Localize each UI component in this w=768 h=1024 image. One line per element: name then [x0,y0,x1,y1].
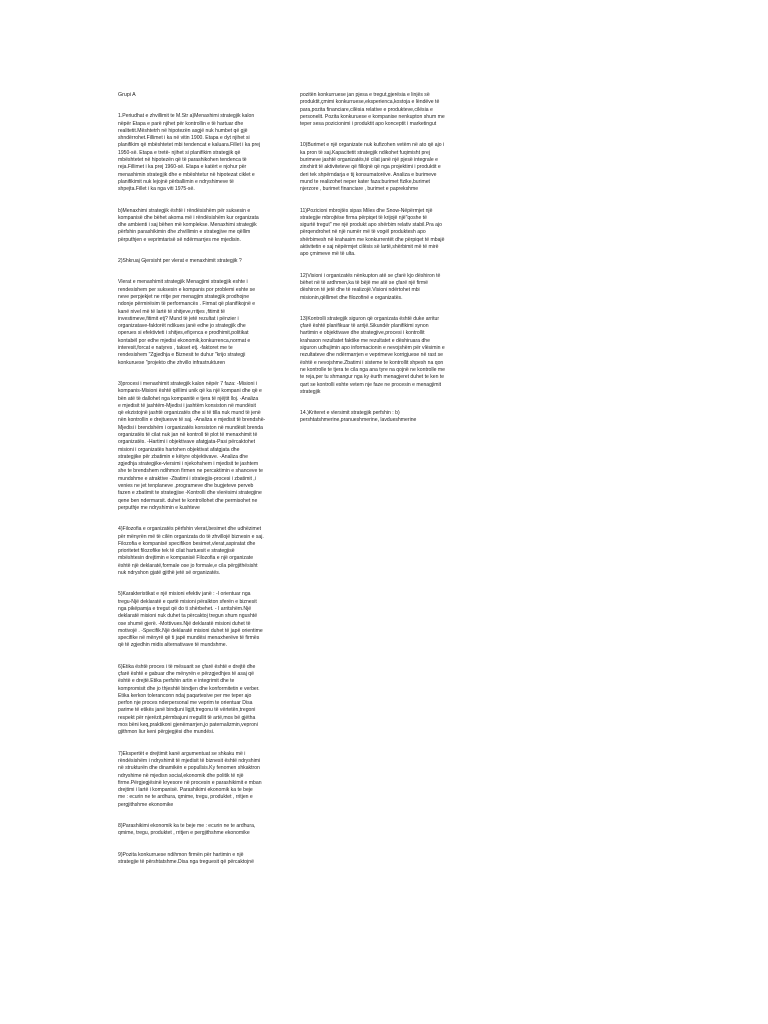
text-line: rezultateve dhe ndërmarrjen e veprimeve korrigjuese në rast se [300,352,443,359]
text-line: që ekzistojnë jashtë organizatës dhe si të tilla nuk mund të jenë [118,410,261,417]
text-line: kontabël por edhe mjedisi ekonomik,konkurrenca,normat e [118,337,251,344]
text-line: aktivitetin e saj nëpërmjet cilësis së lartë,shërbimit më të mirë [300,244,439,251]
text-line: b)Menaxhimi strategjik është i rëndësishëm për suksesin e [118,207,251,214]
text-line: prioritetet filozofike tek të cilat hartuesit e strategjisë [118,548,235,555]
text-line: nga pikëpamja e tregut që do ti shërbehet. - I arritshëm.Një [118,605,252,612]
text-line: ka pron të saj.Kapacitetit strategjik ndikohet fuqimisht prej [300,149,430,156]
paragraph [118,591,283,649]
text-line: fazen e zbatimit te strategjise -Kontrolli dhe vlerësimi strategjine [118,490,262,497]
paragraph [118,258,283,265]
text-line: mbështetet në hipotezën që të parashikohen tendenca të [118,157,247,164]
text-line: kompanisë dhe bëhet akoma më i rëndësishëm kur organizata [118,214,259,221]
left-paragraphs [118,113,283,866]
text-line: deklaratë misioni nuk duhet ta përcaktoj tregun shum ngushtë [118,613,258,620]
text-line: zinxhirit të aktiviteteve që fillojnë që nga projektimi i produktit e [300,164,441,171]
text-line: drejtimi i lartë i kompanisë. Parashikimi ekonomik ka te beje [118,787,253,794]
text-line: produktit,çmimi konkurruese,eksperienca,kostoja e lëndëve të [300,99,440,106]
text-line: çfarë është e gabuar dhe mënyrën e përzgjedhjes të asaj që [118,671,254,677]
text-line: krahason rezultatet faktike me rezultatet e dëshiruara dhe [300,337,430,344]
text-line: 1950-së. Etapa e tretë- njihet si planifikim strategjik që [118,149,241,156]
text-line: reja.Fillimet i ka prej 1960-së. Etapa e katërt e njohur për [118,164,247,171]
text-line: venies ne jet tenplaneve ,programeve dhe bugjeteve perveb [118,483,254,490]
text-line: motivojë . -Specifik.Një deklaratë misioni duhet të japë orientime [118,627,263,634]
text-line: strategjie mbrojtëse firma përpiqet të krijojë një"qoshe të [300,214,427,221]
text-line: strategjike për zbatimin e këtyre objektivave. -Analiza dhe [118,453,248,460]
text-line: qene ben ndermarsit. duhet te kontrollohet dhe permisohet ne [118,497,258,504]
paragraph [300,410,470,425]
text-line: që të zgjedhin midis alternativave të mundshme. [118,642,228,649]
text-line: gjithmon liur keni përgjegjësi dhe mundësi. [118,729,215,736]
text-line: ndonje përmirësim të performancës . Firmat që planifikojnë e [118,301,256,308]
text-line: strategjik [300,388,321,395]
text-line: përputhjen e veprimtarisë së ndërmarrjes me mjedisin. [118,236,241,243]
text-line: shpejta.Fillet i ka nga viti 1975-së. [118,186,195,193]
text-line: realitetit.Mështetrh në hipotezën asgjë nuk humbet që gjë [118,127,248,134]
text-line: është e drejtë.Etika perfshin artin e integrimit dhe te [118,678,235,685]
paragraph [300,208,470,259]
text-line: bën atë të dallohet nga kompanitë e tjera të njëjtit lloj. -Analiza [118,395,259,402]
text-line: deri tek shpërndarja e tij konsumatorëve. Analiza e burimeve [300,171,437,178]
text-line: në strukturën dhe dinamikën e popullsis.Ky fenomen shkaktron [118,765,260,772]
text-line: zgjedhja strategjike-vlersimi i njekohshem i mjedisit te jashtem [118,461,259,468]
text-line: përfshin parashikimin dhe zhvillimin e strategjive me qëllim [118,229,251,236]
text-line: Vlerat e menaxhimit strategjik Menagjimi strategjik eshte i [118,279,248,286]
text-line: Mjedisi i brendshëm i organizatës konsiston në mundësit brenda [118,424,263,431]
text-line: bëhet në të ardhmen,ka të bëjë me atë se çfarë një firmë [300,279,428,286]
text-line: 6)Etika është proces i të mësuarit se çfarë është e drejtë dhe [118,663,256,670]
text-line: përqendrohet në një numër më të vogël produktesh apo [300,229,426,236]
text-line: organizatës. -Hartimi i objektivave afatgjata-Pasi përcaktohet [118,439,256,446]
text-line: mos bëni keq,praktikoni gjenëmarrjen,jo paternalizmin,veproni [118,722,258,729]
text-line: me : ecurin ne te ardhura, qmime, tregu, produktet , rritjen e [118,794,253,801]
text-line: ne kontrolle te tjera te cila nga ana tyre na qojnë ne kontrolle me [300,366,445,373]
paragraph [118,279,283,367]
paragraph [118,526,283,577]
text-line: tregu-Një deklaratë e qartë misioni përalkton sferën e biznesit [118,598,257,605]
text-line: 3)procesi i menaxhimit strategjik kalon nëpër 7 faza: -Misioni i [118,380,258,387]
text-line: organizatave-faktorët ndikues janë edhe jo strategjik dhe [118,323,246,330]
text-line: 11)Pozicioni mbrojtës sipas Miles dhe Snow-Nëpërmjet një [300,207,433,214]
text-line: perputhje me ndryshimin e kushteve [118,504,200,511]
text-line: pozitën konkurruese jan pjesa e tregut,gjerësia e linjës së [300,92,430,98]
text-line: dhe ambienti i saj bëhen më komplekse. Menaxhimi strategjik [118,222,257,229]
left-text-column [118,92,283,880]
text-line: siguron udhujimin apo informacionin e nevojshëm për vlësimin e [300,345,445,352]
right-paragraphs [300,92,470,425]
text-line: mbështesin drejtimin e kompanisë Filozofia e një organizate [118,555,254,562]
text-line: për mënyrën më të cilën organizata do të zhvillojë biznesin e saj. [118,533,264,540]
text-line: pershtatshmerine,pranueshmerine, lavdueshmerine [300,417,417,424]
text-line: nuk ndryshon gjatë gjithë jetë së organizatës. [118,570,221,577]
text-line: rendesishem per suksesin e kompanis por problemi eshte se [118,286,256,293]
text-line: 8)Parashikimi ekonomik ka te beje me : ecurin ne te ardhura, [118,823,256,830]
text-line: nëpër Etapa e parë njihet për kontrollin e të hartuar dhe [118,120,244,127]
text-line: 14.)Kriteret e vlersimit strategjik perfshin : b) [300,410,400,417]
text-line: specifike në mënyrë që ti japë mundësi menaxherëve të firmës [118,635,260,642]
text-line: qmime, tregu, produktet , rritjen e pergjithshme ekonomike [118,830,250,837]
text-line: mund te realizohet neper kater faza:burimet fizike,burimet [300,178,430,185]
text-line: rendesishem "Zgjedhja e Biznesit te duhur "krijo strategji [118,352,246,359]
text-line: neve perpjekjet ne rritje per menagjim strategjik prodhojne [118,293,250,300]
text-line: mundshme e atraktive -Zbatimi i strategjis-procesi i zbatimit ,i [118,475,256,482]
text-line: e mjedisit të jashtëm-Mjedisi i jashtëm konsiston në mundësit [118,402,256,409]
text-line: investimeve,fitimit etj? Mund të jetë rezultat i pënzier i [118,315,239,322]
text-line: çfarë është planifikuar të arrijë.Sikundër planifikimi synon [300,323,429,330]
text-line: 10)Burimet e një organizate nuk kufizohen vetëm në ato që ajo i [300,142,445,149]
text-line: nën kontrollin e drejtuesve të saj. -Analiza e mjedisit të brendshë- [118,417,266,424]
text-line: shërbimesh në krahasim me konkurrentët dhe përpiqet të mbajë [300,236,445,243]
text-line: burimeve jashtë organizatës,të cilat janë një pjesë integrale e [300,157,438,164]
text-line: ose shumë gjerë. -Mottivues.Një deklaratë misioni duhet të [118,620,251,627]
text-line: strategjie të përshtatshme.Disa nga treguesit që përcaktojnë [118,858,254,865]
text-line: apo çmimeve më të ulta. [300,251,356,258]
text-line: planifikimit nuk lejojnë përballimin e ndryshimeve të [118,178,234,185]
text-line: personelit. Pozita konkuruese e kompanise nenkupton shum me [300,113,445,120]
text-line: firme.Përgjegjësinë kryesore në procesin e parashikimit e mban [118,779,262,786]
document-title: Grupi A [118,92,136,98]
text-line: teper sesa pozicionimi i produktit apo konceptit i marketingut [300,121,437,128]
paragraph [118,664,283,737]
text-line: planifikim që mbështetet mbi tendencat e kaluara.Fillet i ka prej [118,142,261,149]
text-line: hartimin e objektivave dhe strategjive,procesi i kontrollit [300,330,425,337]
text-line: 2)Shkruaj Gjersisht per vlerat e menaxhimit strategjik ? [118,258,242,265]
paragraph [118,823,283,838]
text-line: konkuruese "projekto dhe zhvillo infrastrukturen [118,359,226,366]
paragraph [300,142,470,193]
right-text-column [300,92,470,439]
text-line: është një deklaratë,formale ose jo formale,e cila përgjithësisht [118,562,258,569]
text-line: misioni i organizatës hartohen objektivat afatgjata dhe [118,446,240,453]
paragraph [118,113,283,193]
text-line: Filozofia e kompanisë specifikon besimet,vlerat,aspiratat dhe [118,540,256,547]
text-line: perfon nje proces nderpersonal me veprim te orientuar Disa [118,700,253,707]
paragraph [300,273,470,302]
text-line: respekt për njerëzit,përmbajuni rregullit të artë,mos bë gjëtha [118,714,256,721]
text-line: operues si efektivteti i shitjes,efiçenca e prodhimit,politikat [118,330,249,337]
text-line: she te brendshem ndihmon firmen ne percaktimin e shanceve te [118,468,263,475]
text-line: pergjithshme ekonomike [118,801,174,808]
paragraph [118,751,283,809]
text-line: kompromisit dhe jo thjeshtë bindjen dhe konformitetin e verber. [118,685,260,692]
text-line: 7)Ekspertët e drejtimit kanë argumentuat se shkaku më i [118,750,246,757]
text-line: shndërrohet.Fillimet i ka në vitin 1900. Etapa e dyt njihet si [118,135,250,142]
paragraph [118,852,283,867]
text-line: 4)Filozofia e organizatës përfshin vlerat,besimet dhe udhëzimet [118,526,261,533]
text-line: Etika kerkon toleranconn ndaj paqartesive per me teper ajo [118,692,252,699]
text-line: dëshiron të jetë dhe të realizojë.Visioni ndërtohet mbi [300,287,420,294]
paragraph [300,92,470,128]
text-line: 5)Karakteristikat e një misioni efektiv janë : -I orientuar nga [118,591,251,598]
text-line: interesit,forcat e natyres , takset etj. -faktoret me te [118,345,233,352]
text-line: kanë nivel më të lartë të shitjeve,rritjes ,fitimit të [118,308,226,315]
text-line: organizatës të cilat nuk jan në kontroll të plot të menaxhimit të [118,431,258,438]
text-line: 9)Pozita konkurruese ndihmon firmën për hartimin e një [118,851,244,858]
text-line: qart se kontrolli eshte vetem nje faze ne procesin e menagjimit [300,381,441,388]
text-line: misionin,qëllimet dhe filozofinë e organizatës. [300,294,403,301]
text-line: njerzore , burimet financiare , burimet e paprekshme [300,186,419,193]
paragraph [300,316,470,396]
text-line: është e nevojshme.Zbatimi i sisteme te kontrollit shpesh na qon [300,359,444,366]
text-line: 1.Periudhat e zhvillimit te M.Str a)Menaxhimi strategjik kalon [118,113,255,120]
text-line: rëndësishëm i ndryshimit të mjedisit të biznesit është ndryshimi [118,757,261,764]
text-line: parime të etikës janë bindjuni ligjit,tregonu të vërtetën,tregoni [118,707,256,714]
text-line: ndryshime në mjedisn social,ekonomik dhe politik të një [118,772,244,779]
text-line: te reja,per tu shmangur nga ky èurth menagjeret duhet te ken te [300,374,445,381]
text-line: 12)Visioni i organizatës nënkupton atë se çfarë kjo dëshiron të [300,272,441,279]
paragraph [118,208,283,244]
text-line: kompanis-Misioni është qëllimi unik që ka një kompani dhe që e [118,388,262,395]
text-line: 13)Kontrolli strategjik siguron që organizata është duke arritur [300,315,440,322]
paragraph [118,381,283,512]
text-line: para,pozita financiare,cilësia relative e produkteve,cilësia e [300,106,433,113]
text-line: sigurtë tregut" me një produkt apo shërbim relativ stabil.Pra ajo [300,222,442,229]
text-line: menaxhimin strategjik dhe e mbështetur në hipotezat ciklet e [118,171,255,178]
